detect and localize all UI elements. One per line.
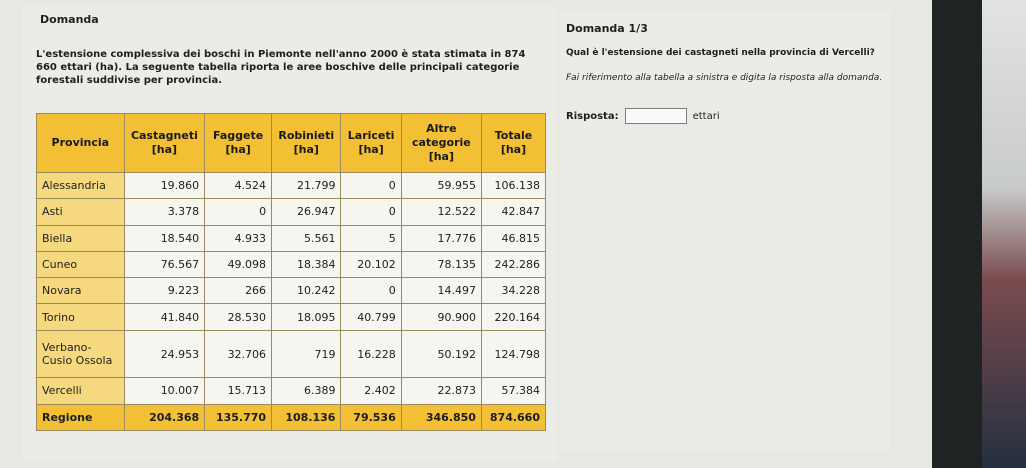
cell: 26.947 <box>272 199 341 225</box>
cell: 204.368 <box>124 404 205 430</box>
cell: 4.524 <box>205 173 272 199</box>
answer-label: Risposta: <box>566 110 619 122</box>
cell: 3.378 <box>124 199 205 225</box>
cell: Alessandria <box>37 173 125 199</box>
header-lariceti: Lariceti [ha] <box>341 114 401 173</box>
question-text: L'estensione complessiva dei boschi in Piemonte nell'anno 2000 è stata stimata in 874 660 ettari (ha). La seguente tabella riporta le aree boschive delle principali categorie forestali suddivise per provincia. <box>36 49 526 86</box>
cell: 108.136 <box>272 404 341 430</box>
cell: 6.389 <box>272 378 341 404</box>
cell: 124.798 <box>481 330 545 378</box>
answer-input[interactable] <box>625 108 687 124</box>
background-outside-screen <box>982 0 1026 468</box>
cell: 34.228 <box>481 278 545 304</box>
table-row <box>37 304 546 330</box>
cell: 90.900 <box>401 304 481 330</box>
cell: 17.776 <box>401 225 481 251</box>
cell: 220.164 <box>481 304 545 330</box>
table-total-row <box>37 404 546 430</box>
cell: 18.095 <box>272 304 341 330</box>
cell: 20.102 <box>341 251 401 277</box>
table-row <box>37 251 546 277</box>
cell: 0 <box>341 173 401 199</box>
hint-text: Fai riferimento alla tabella a sinistra e digita la risposta alla domanda. <box>566 73 883 83</box>
cell: 79.536 <box>341 404 401 430</box>
cell: Biella <box>37 225 125 251</box>
cell: 4.933 <box>205 225 272 251</box>
cell: 10.242 <box>272 278 341 304</box>
monitor-bezel <box>932 0 982 468</box>
cell: 76.567 <box>124 251 205 277</box>
cell: 10.007 <box>124 378 205 404</box>
cell: 9.223 <box>124 278 205 304</box>
cell: 5.561 <box>272 225 341 251</box>
cell: 46.815 <box>481 225 545 251</box>
cell: 19.860 <box>124 173 205 199</box>
header-totale: Totale [ha] <box>481 114 545 173</box>
cell: 2.402 <box>341 378 401 404</box>
cell: 135.770 <box>205 404 272 430</box>
cell: 0 <box>341 278 401 304</box>
cell: 106.138 <box>481 173 545 199</box>
cell: 42.847 <box>481 199 545 225</box>
cell: 50.192 <box>401 330 481 378</box>
cell: Novara <box>37 278 125 304</box>
table-row <box>37 199 546 225</box>
cell: 18.540 <box>124 225 205 251</box>
cell: 874.660 <box>481 404 545 430</box>
header-provincia: Provincia <box>37 114 125 173</box>
cell: Verbano-Cusio Ossola <box>37 330 125 378</box>
cell: Regione <box>37 404 125 430</box>
header-castagneti: Castagneti [ha] <box>124 114 205 173</box>
cell: 0 <box>205 199 272 225</box>
cell: 14.497 <box>401 278 481 304</box>
cell: 40.799 <box>341 304 401 330</box>
cell: 18.384 <box>272 251 341 277</box>
cell: 28.530 <box>205 304 272 330</box>
answer-unit: ettari <box>692 110 720 122</box>
cell: 15.713 <box>205 378 272 404</box>
cell: 78.135 <box>401 251 481 277</box>
cell: 16.228 <box>341 330 401 378</box>
cell: 41.840 <box>124 304 205 330</box>
cell: 266 <box>205 278 272 304</box>
cell: 12.522 <box>401 199 481 225</box>
table-row <box>37 278 546 304</box>
cell: Asti <box>37 199 125 225</box>
cell: Cuneo <box>37 251 125 277</box>
table-row <box>37 173 546 199</box>
cell: Torino <box>37 304 125 330</box>
table-row <box>37 225 546 251</box>
header-faggete: Faggete [ha] <box>205 114 272 173</box>
cell: 719 <box>272 330 341 378</box>
cell: 57.384 <box>481 378 545 404</box>
table-row <box>37 330 546 378</box>
cell: 59.955 <box>401 173 481 199</box>
cell: 0 <box>341 199 401 225</box>
pane-title: Domanda <box>40 13 99 26</box>
header-altre: Altre categorie [ha] <box>401 114 481 173</box>
cell: 32.706 <box>205 330 272 378</box>
cell: Vercelli <box>37 378 125 404</box>
cell: 346.850 <box>401 404 481 430</box>
header-robinieti: Robinieti [ha] <box>272 114 341 173</box>
forest-area-table <box>36 113 546 431</box>
cell: 24.953 <box>124 330 205 378</box>
table-row <box>37 378 546 404</box>
cell: 5 <box>341 225 401 251</box>
cell: 242.286 <box>481 251 545 277</box>
table-header-row <box>37 114 546 173</box>
cell: 22.873 <box>401 378 481 404</box>
sub-question: Qual è l'estensione dei castagneti nella provincia di Vercelli? <box>566 48 875 58</box>
cell: 49.098 <box>205 251 272 277</box>
question-counter: Domanda 1/3 <box>566 22 648 35</box>
cell: 21.799 <box>272 173 341 199</box>
answer-row <box>566 108 720 124</box>
